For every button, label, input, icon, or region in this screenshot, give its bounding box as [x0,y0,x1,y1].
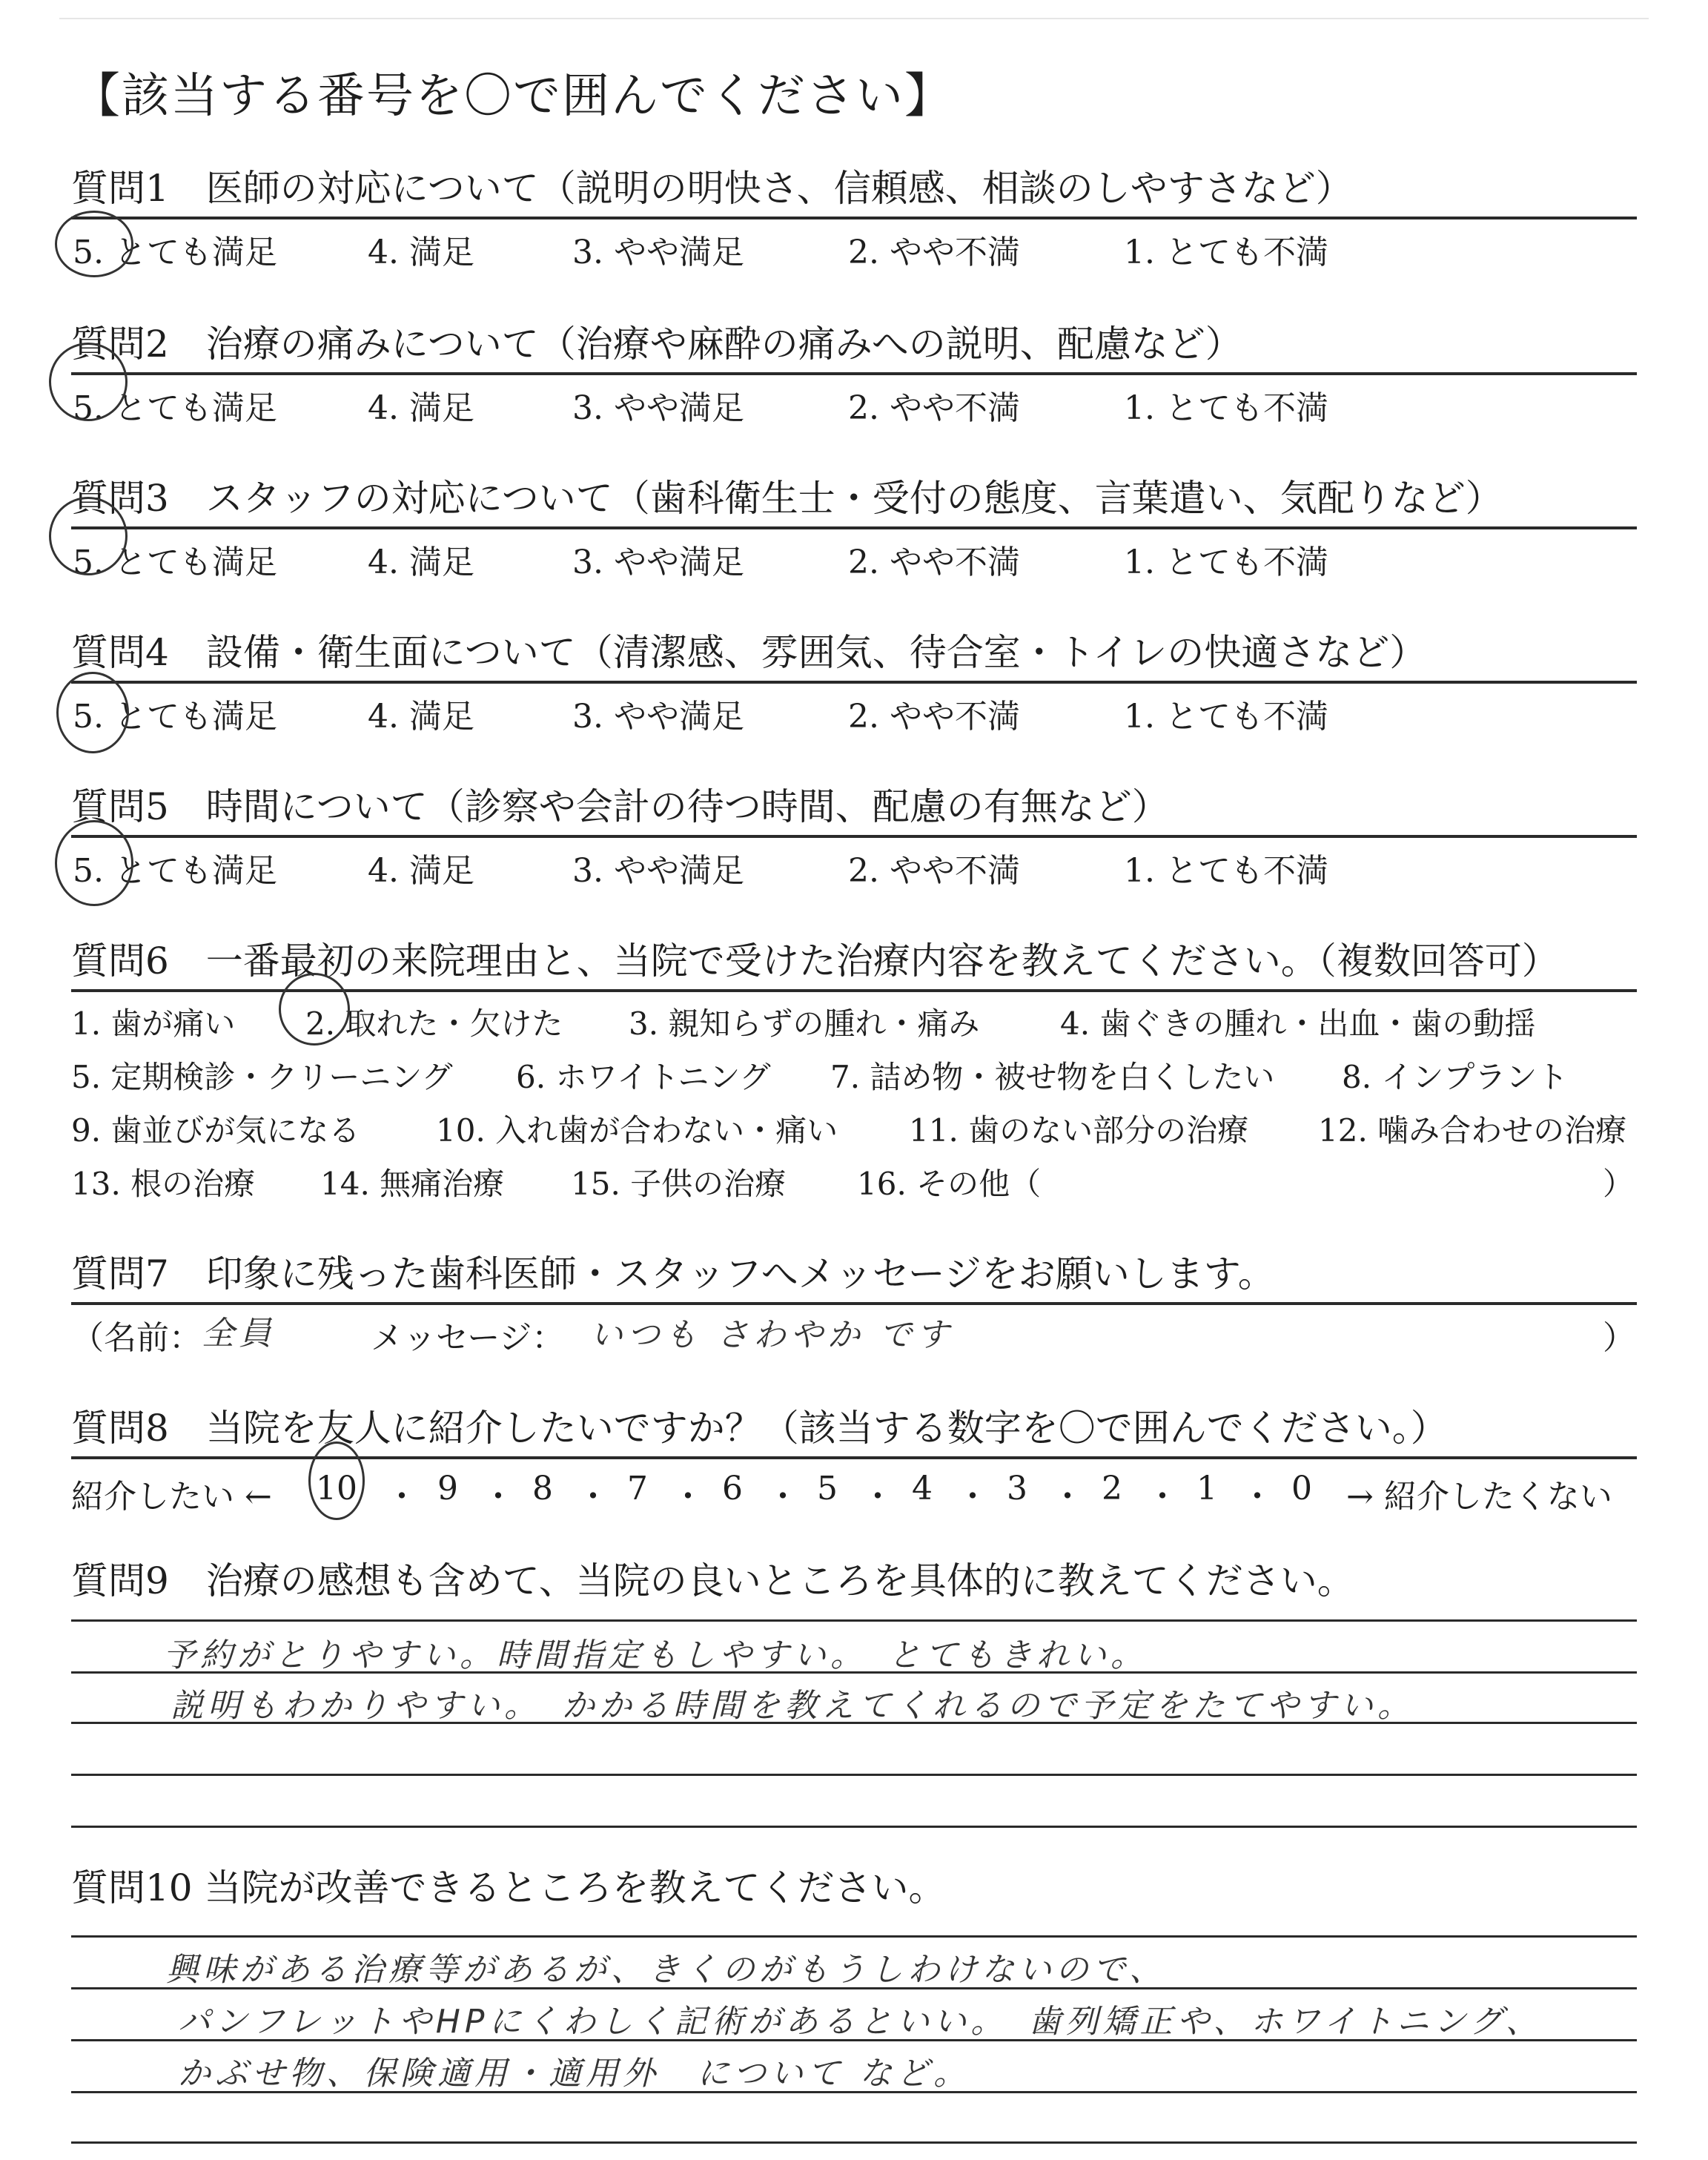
q8-scale-1[interactable]: 1 [1196,1470,1217,1507]
question-8-header [71,1393,1637,1459]
question-4-header [71,617,1637,684]
q8-scale-4[interactable]: 4 [912,1470,933,1507]
question-9-header [71,1550,1637,1609]
q8-sep: ・ [1241,1478,1274,1516]
question-3-header [71,463,1637,529]
q3-option-4[interactable]: 4. 満足 [368,544,474,581]
question-9 [71,1550,1637,1906]
question-7-header [71,1238,1637,1305]
q6-option-16[interactable]: 16. その他（ [857,1166,1042,1202]
q1-option-2[interactable]: 2. やや不満 [848,234,1020,271]
q6-option-15[interactable]: 15. 子供の治療 [571,1166,787,1202]
q8-scale [71,1459,1637,1519]
q8-sep: ・ [861,1478,894,1516]
q10-answer-line-1: 興味がある治療等があるが、きくのがもうしわけないので、 [166,1951,1167,1989]
q6-row-1 [71,992,1637,1046]
q8-right-label: → 紹介したくない [1346,1478,1612,1516]
question-8-text: 質問8 当院を友人に紹介したいですか？（該当する数字を〇で囲んでください。） [71,1407,1448,1450]
q3-option-5[interactable]: 5. とても満足 [73,544,277,581]
q2-option-5[interactable]: 5. とても満足 [73,389,277,427]
q6-option-4[interactable]: 4. 歯ぐきの腫れ・出血・歯の動揺 [1060,1005,1536,1042]
q2-option-2[interactable]: 2. やや不満 [848,389,1020,427]
q3-option-3[interactable]: 3. やや満足 [572,544,744,581]
question-5 [71,771,1637,890]
q2-option-4[interactable]: 4. 満足 [368,389,474,427]
page-title: 【該当する番号を〇で囲んでください】 [73,69,953,124]
q8-scale-3[interactable]: 3 [1007,1470,1027,1507]
question-2-text: 質問2 治療の痛みについて（治療や麻酔の痛みへの説明、配慮など） [71,323,1242,366]
q8-sep: ・ [1051,1478,1084,1516]
question-2 [71,308,1637,427]
q7-message-label: メッセージ： [371,1319,565,1357]
q8-sep: ・ [385,1478,418,1516]
q2-option-3[interactable]: 3. やや満足 [572,389,744,427]
question-5-header [71,771,1637,838]
q10-answer-line-2: パンフレットやHPにくわしく記術があるといい。 歯列矯正や、ホワイトニング、 [178,2003,1543,2041]
question-9-text: 質問9 治療の感想も含めて、当院の良いところを具体的に教えてください。 [71,1559,1354,1602]
answer-line [71,1935,1637,1938]
q7-message-value[interactable]: いつも さわやか です [590,1316,953,1354]
question-2-options [71,375,1637,427]
answer-line [71,2141,1637,2144]
q7-name-label: （名前： [71,1319,202,1357]
q8-scale-10[interactable]: 10 [316,1470,357,1507]
q6-option-3[interactable]: 3. 親知らずの腫れ・痛み [629,1005,980,1042]
question-4-text: 質問4 設備・衛生面について（清潔感、雰囲気、待合室・トイレの快適さなど） [71,631,1427,674]
q6-option-5[interactable]: 5. 定期検診・クリーニング [71,1059,453,1095]
question-4 [71,617,1637,736]
q3-option-2[interactable]: 2. やや不満 [848,544,1020,581]
q4-option-4[interactable]: 4. 満足 [368,698,474,736]
question-4-options [71,684,1637,736]
question-3-options [71,529,1637,581]
q6-other-close: ） [1603,1166,1635,1202]
selection-circle [279,973,350,1046]
selection-circle [55,820,133,906]
q1-option-4[interactable]: 4. 満足 [368,234,474,271]
q9-answer-line-2: 説明もわかりやすい。 かかる時間を教えてくれるので予定をたてやすい。 [171,1687,1414,1725]
q6-option-12[interactable]: 12. 噛み合わせの治療 [1318,1112,1627,1149]
q5-option-4[interactable]: 4. 満足 [368,852,474,890]
selection-circle [308,1441,365,1520]
q8-scale-9[interactable]: 9 [437,1470,458,1507]
q8-left-label: 紹介したい ← [71,1478,272,1516]
question-3-text: 質問3 スタッフの対応について（歯科衛生士・受付の態度、言葉遣い、気配りなど） [71,477,1503,520]
q6-option-13[interactable]: 13. 根の治療 [71,1166,256,1202]
q8-scale-7[interactable]: 7 [627,1470,648,1507]
q5-option-1[interactable]: 1. とても不満 [1124,852,1328,890]
q7-name-value[interactable]: 全員 [202,1315,276,1353]
q8-scale-8[interactable]: 8 [532,1470,553,1507]
q3-option-1[interactable]: 1. とても不満 [1124,544,1328,581]
top-border [59,18,1649,19]
selection-circle [49,343,128,421]
q8-sep: ・ [767,1478,799,1516]
q6-row-3 [71,1099,1637,1152]
question-8 [71,1393,1637,1519]
selection-circle [49,497,128,575]
answer-line [71,1826,1637,1828]
q10-answer-area[interactable] [71,1916,1637,2153]
q8-sep: ・ [482,1478,514,1516]
q2-option-1[interactable]: 1. とても不満 [1124,389,1328,427]
question-1-text: 質問1 医師の対応について（説明の明快さ、信頼感、相談のしやすさなど） [71,167,1353,210]
q4-option-2[interactable]: 2. やや不満 [848,698,1020,736]
q6-row-4 [71,1152,1637,1206]
q6-option-2[interactable]: 2. 取れた・欠けた [305,1005,563,1042]
answer-line [71,1619,1637,1622]
q8-sep: ・ [672,1478,704,1516]
question-2-header [71,308,1637,375]
question-7-answer [71,1305,1637,1360]
question-6 [71,925,1637,1206]
q8-sep: ・ [577,1478,609,1516]
q4-option-1[interactable]: 1. とても不満 [1124,698,1328,736]
q1-option-5[interactable]: 5. とても満足 [73,234,277,271]
question-1-header [71,153,1637,219]
q4-option-3[interactable]: 3. やや満足 [572,698,744,736]
q6-option-14[interactable]: 14. 無痛治療 [320,1166,505,1202]
question-10 [71,1854,1637,2153]
question-6-text: 質問6 一番最初の来院理由と、当院で受けた治療内容を教えてください。（複数回答可） [71,939,1559,982]
q5-option-3[interactable]: 3. やや満足 [572,852,744,890]
q6-option-8[interactable]: 8. インプラント [1342,1059,1569,1095]
selection-circle [55,211,133,277]
q8-sep: ・ [1146,1478,1179,1516]
q6-option-6[interactable]: 6. ホワイトニング [516,1059,771,1095]
question-1-options [71,219,1637,271]
q6-option-7[interactable]: 7. 詰め物・被せ物を白くしたい [830,1059,1275,1095]
q8-scale-2[interactable]: 2 [1102,1470,1122,1507]
q7-close: ） [1603,1319,1635,1357]
q6-option-1[interactable]: 1. 歯が痛い [71,1005,236,1042]
q1-option-3[interactable]: 3. やや満足 [572,234,744,271]
q8-scale-6[interactable]: 6 [722,1470,743,1507]
q10-answer-line-3: かぶせ物、保険適用・適用外 について など。 [178,2055,971,2093]
question-10-text: 質問10 当院が改善できるところを教えてください。 [71,1866,946,1909]
q6-option-11[interactable]: 11. 歯のない部分の治療 [909,1112,1249,1149]
question-5-text: 質問5 時間について（診察や会計の待つ時間、配慮の有無など） [71,785,1169,828]
question-7 [71,1238,1637,1360]
q5-option-5[interactable]: 5. とても満足 [73,852,277,890]
answer-line [71,1774,1637,1776]
q1-option-1[interactable]: 1. とても不満 [1124,234,1328,271]
q6-option-9[interactable]: 9. 歯並びが気になる [71,1112,360,1149]
q6-option-10[interactable]: 10. 入れ歯が合わない・痛い [436,1112,838,1149]
q4-option-5[interactable]: 5. とても満足 [73,698,277,736]
q8-sep: ・ [956,1478,989,1516]
question-1 [71,153,1637,271]
question-3 [71,463,1637,581]
q6-row-2 [71,1046,1637,1099]
question-10-header [71,1854,1637,1916]
q5-option-2[interactable]: 2. やや不満 [848,852,1020,890]
q8-scale-5[interactable]: 5 [817,1470,838,1507]
question-5-options [71,838,1637,890]
question-7-text: 質問7 印象に残った歯科医師・スタッフへメッセージをお願いします。 [71,1252,1275,1295]
selection-circle [56,672,129,753]
q9-answer-line-1: 予約がとりやすい。時間指定もしやすい。 とてもきれい。 [163,1636,1148,1674]
q8-scale-0[interactable]: 0 [1291,1470,1312,1507]
